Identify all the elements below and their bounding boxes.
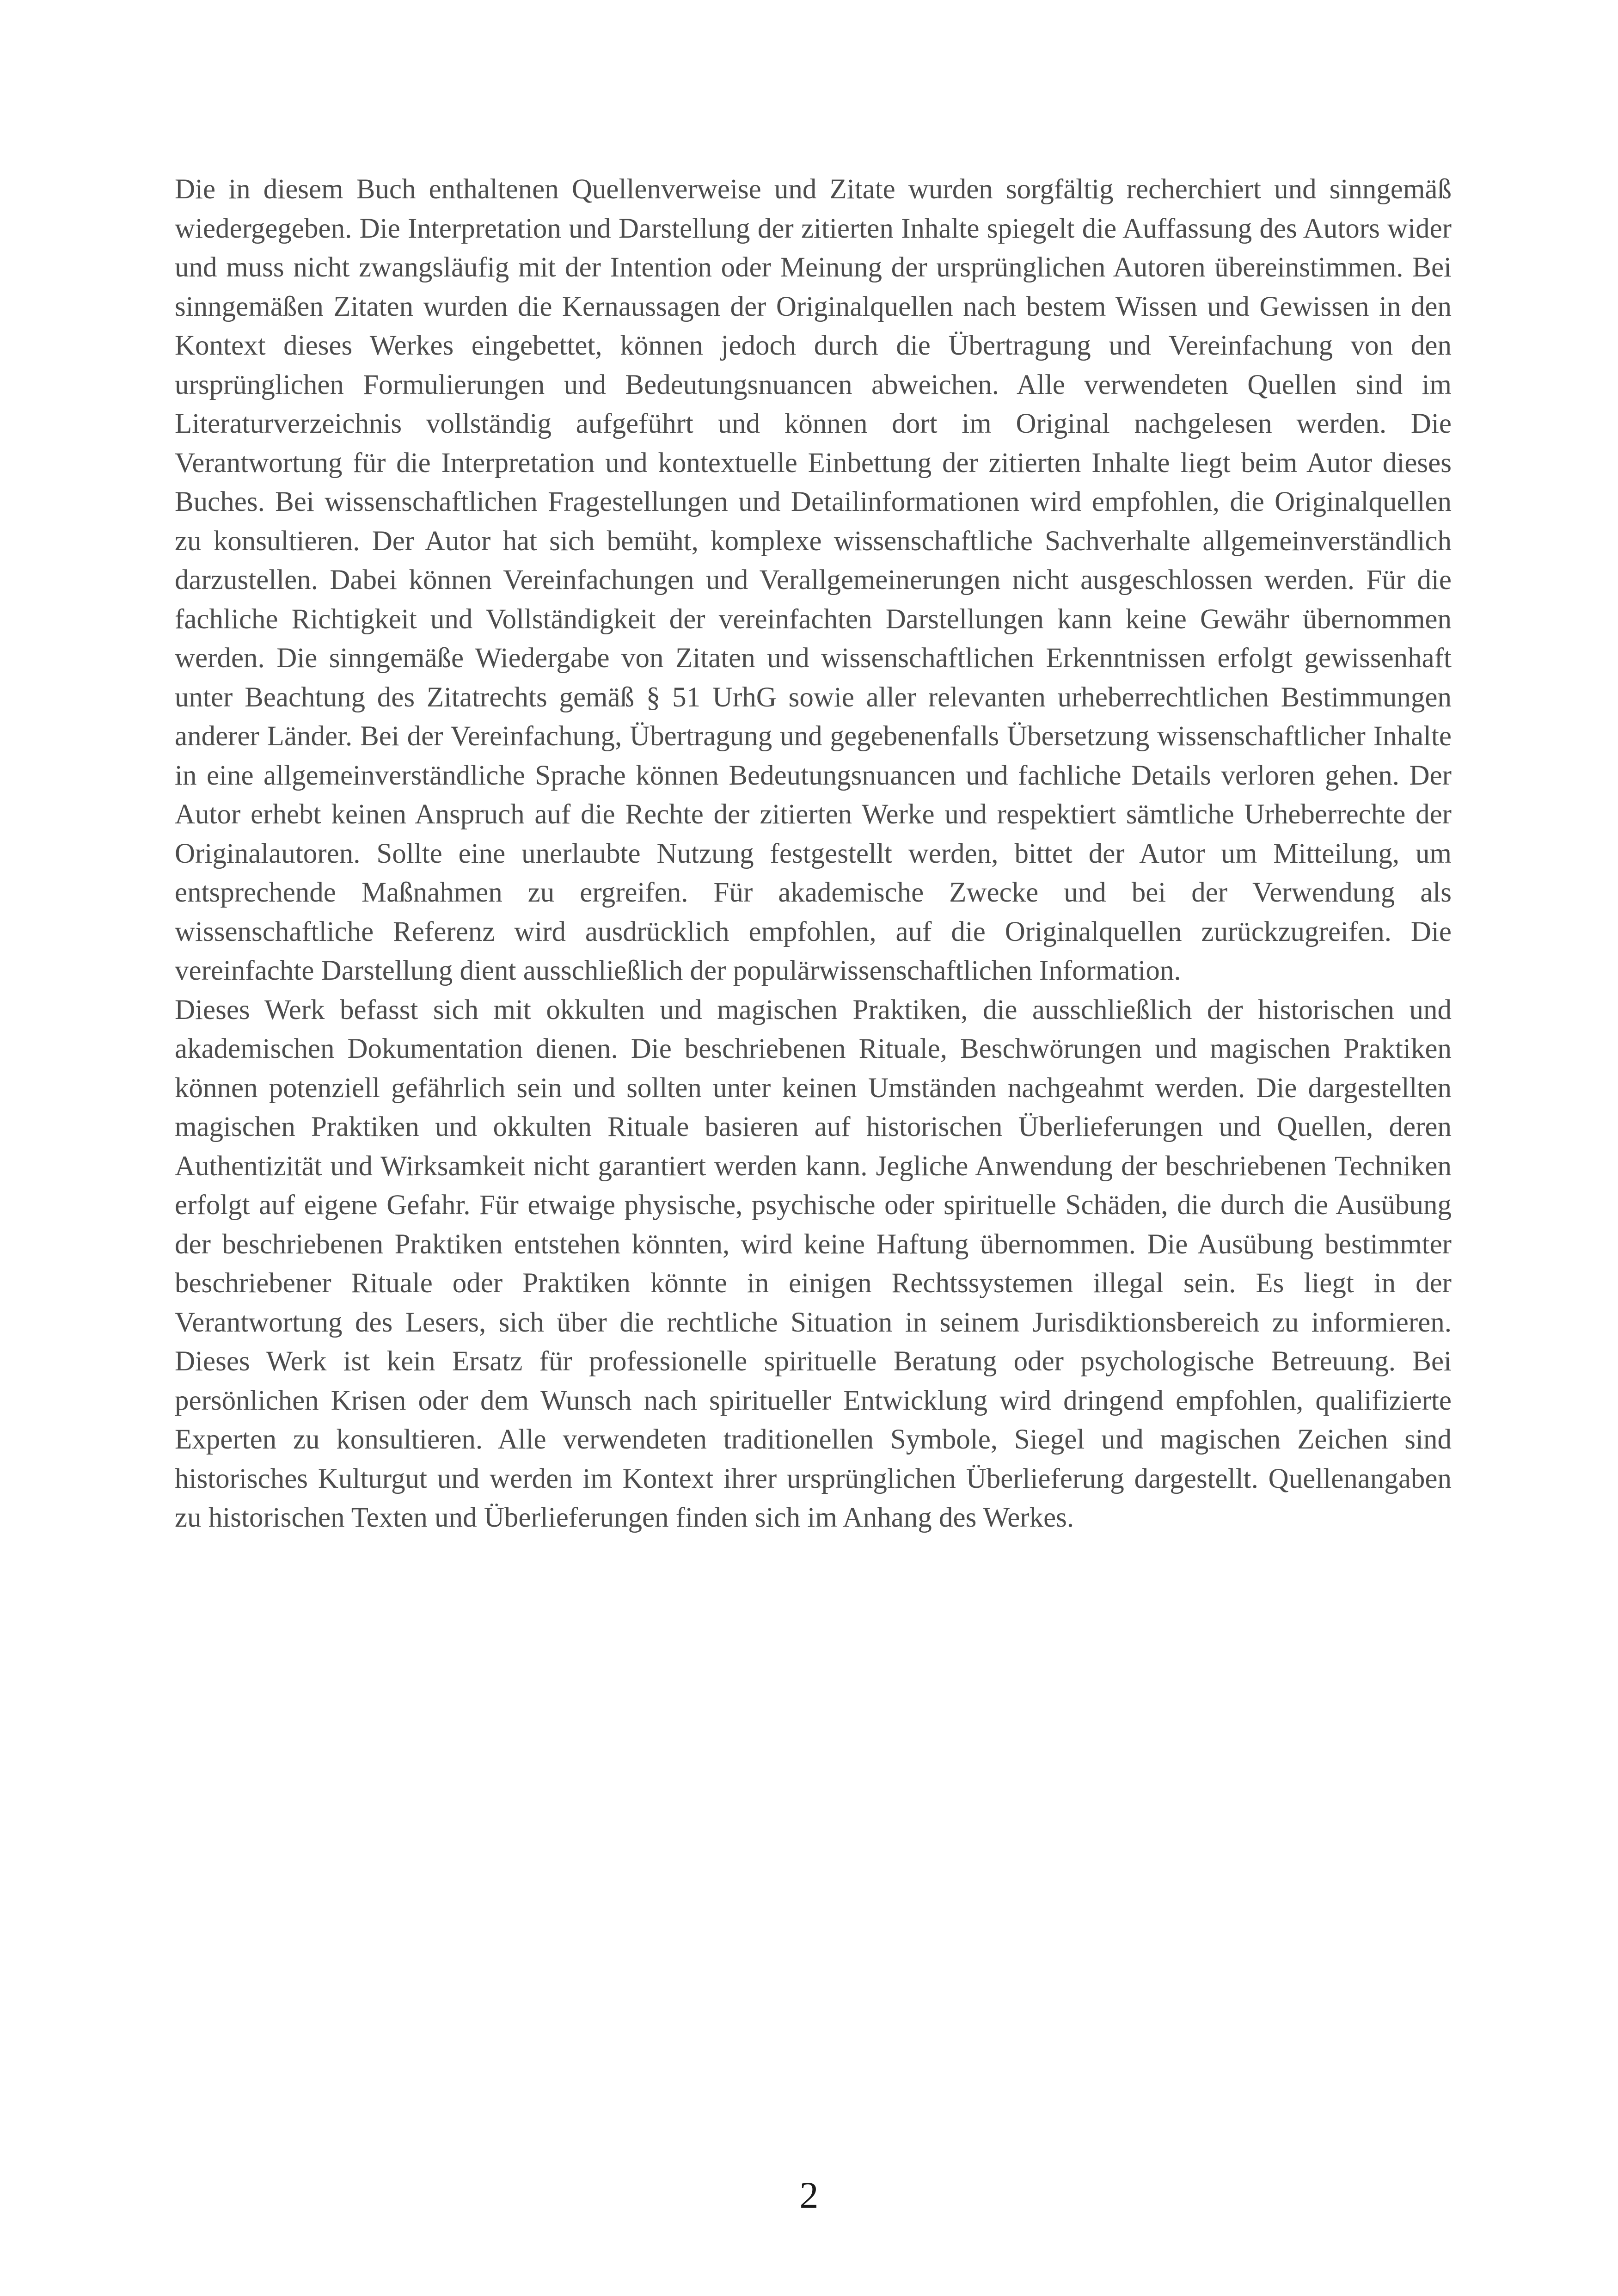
paragraph-occult-disclaimer: Dieses Werk befasst sich mit okkulten und magischen Praktiken, die ausschließlich der historischen und akademischen Dokumentation dienen. Die beschriebenen Rituale, Beschwörungen und magischen Praktiken können potenziell gefährlich sein und sollten unter keinen Umständen nachgeahmt werden. Die dargestellten magischen Praktiken und okkulten Rituale basieren auf historischen Überlieferungen und Quellen, deren Authentizität und Wirksamkeit nicht garantiert werden kann. Jegliche Anwendung der beschriebenen Techniken erfolgt auf eigene Gefahr. Für etwaige physische, psychische oder spirituelle Schäden, die durch die Ausübung der beschriebenen Praktiken entstehen könnten, wird keine Haftung übernommen. Die Ausübung bestimmter beschriebener Rituale oder Praktiken könnte in einigen Rechtssystemen illegal sein. Es liegt in der Verantwortung des Lesers, sich über die rechtliche Situation in seinem Jurisdiktionsbereich zu informieren. Dieses Werk ist kein Ersatz für professionelle spirituelle Beratung oder psychologische Betreuung. Bei persönlichen Krisen oder dem Wunsch nach spiritueller Entwicklung wird dringend empfohlen, qualifizierte Experten zu konsultieren. Alle verwendeten traditionellen Symbole, Siegel und magischen Zeichen sind historisches Kulturgut und werden im Kontext ihrer ursprünglichen Überlieferung dargestellt. Quellenangaben zu historischen Texten und Überlieferungen finden sich im Anhang des Werkes. [175, 994, 1452, 1533]
paragraph-source-disclaimer: Die in diesem Buch enthaltenen Quellenverweise und Zitate wurden sorgfältig recherchiert und sinngemäß wiedergegeben. Die Interpretation und Darstellung der zitierten Inhalte spiegelt die Auffassung des Autors wider und muss nicht zwangsläufig mit der Intention oder Meinung der ursprünglichen Autoren übereinstimmen. Bei sinngemäßen Zitaten wurden die Kernaussagen der Originalquellen nach bestem Wissen und Gewissen in den Kontext dieses Werkes eingebettet, können jedoch durch die Übertragung und Vereinfachung von den ursprünglichen Formulierungen und Bedeutungsnuancen abweichen. Alle verwendeten Quellen sind im Literaturverzeichnis vollständig aufgeführt und können dort im Original nachgelesen werden. Die Verantwortung für die Interpretation und kontextuelle Einbettung der zitierten Inhalte liegt beim Autor dieses Buches. Bei wissenschaftlichen Fragestellungen und Detailinformationen wird empfohlen, die Originalquellen zu konsultieren. Der Autor hat sich bemüht, komplexe wissenschaftliche Sachverhalte allgemeinverständlich darzustellen. Dabei können Vereinfachungen und Verallgemeinerungen nicht ausgeschlossen werden. Für die fachliche Richtigkeit und Vollständigkeit der vereinfachten Darstellungen kann keine Gewähr übernommen werden. Die sinngemäße Wiedergabe von Zitaten und wissenschaftlichen Erkenntnissen erfolgt gewissenhaft unter Beachtung des Zitatrechts gemäß § 51 UrhG sowie aller relevanten urheberrechtlichen Bestimmungen anderer Länder. Bei der Vereinfachung, Übertragung und gegebenenfalls Übersetzung wissenschaftlicher Inhalte in eine allgemeinverständliche Sprache können Bedeutungsnuancen und fachliche Details verloren gehen. Der Autor erhebt keinen Anspruch auf die Rechte der zitierten Werke und respektiert sämtliche Urheberrechte der Originalautoren. Sollte eine unerlaubte Nutzung festgestellt werden, bittet der Autor um Mitteilung, um entsprechende Maßnahmen zu ergreifen. Für akademische Zwecke und bei der Verwendung als wissenschaftliche Referenz wird ausdrücklich empfohlen, auf die Originalquellen zurückzugreifen. Die vereinfachte Darstellung dient ausschließlich der populärwissenschaftlichen Information. [175, 174, 1452, 986]
body-text [175, 170, 1452, 1538]
page-number: 2 [799, 2174, 819, 2216]
